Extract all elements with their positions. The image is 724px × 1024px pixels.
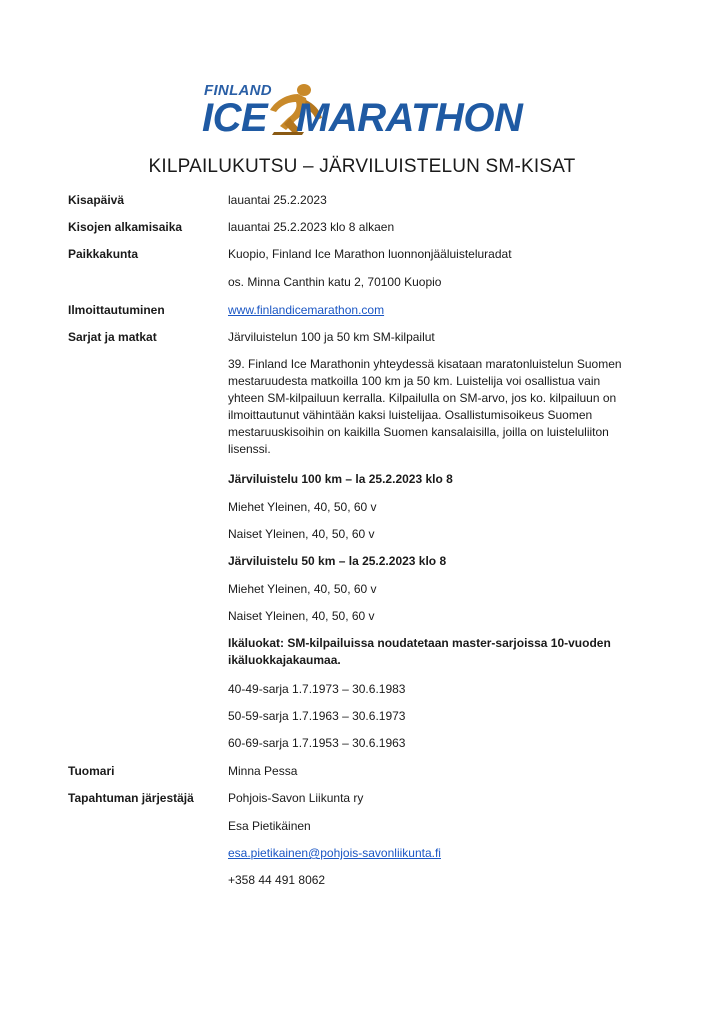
race-100-women: Naiset Yleinen, 40, 50, 60 v <box>228 527 375 541</box>
age-classes-heading: Ikäluokat: SM-kilpailuissa noudatetaan master-sarjoissa 10-vuoden ikäluokkajakaumaa. <box>228 636 611 667</box>
judge-value: Minna Pessa <box>228 764 298 778</box>
series-value: Järviluistelun 100 ja 50 km SM-kilpailut <box>228 330 435 344</box>
organizer-phone: +358 44 491 8062 <box>228 873 326 887</box>
series-label: Sarjat ja matkat <box>68 330 157 344</box>
age-class-60: 60-69-sarja 1.7.1953 – 30.6.1963 <box>228 736 406 750</box>
race-100-men: Miehet Yleinen, 40, 50, 60 v <box>228 500 377 514</box>
date-label: Kisapäivä <box>68 193 125 207</box>
organizer-email-wrap <box>228 845 668 862</box>
series-paragraph: 39. Finland Ice Marathonin yhteydessä kisataan maratonluistelun Suomen mestaruudesta matkoilla 100 km ja 50 km. Luistelija voi osallistua vain yhteen SM-kilpailuun kerralla. Kilpailulla on SM-arvo, jos ko. kilpailuun on ilmoittautunut vähintään kaksi luistelijaa. Osallistumisoikeus Suomen mestaruuskisoihin on kaikilla Suomen kansalaisilla, joilla on luisteluliiton lisenssi. <box>228 357 622 456</box>
organizer-label: Tapahtuman järjestäjä <box>68 791 194 805</box>
page-title: KILPAILUKUTSU – JÄRVILUISTELUN SM-KISAT <box>148 156 576 177</box>
age-class-50: 50-59-sarja 1.7.1963 – 30.6.1973 <box>228 709 406 723</box>
logo-ice-text: ICE <box>202 96 268 140</box>
organizer-value: Pohjois-Savon Liikunta ry <box>228 791 364 805</box>
race-100-heading: Järviluistelu 100 km – la 25.2.2023 klo 8 <box>228 472 453 486</box>
race-50-heading: Järviluistelu 50 km – la 25.2.2023 klo 8 <box>228 554 447 568</box>
place-label: Paikkakunta <box>68 247 139 261</box>
register-label: Ilmoittautuminen <box>68 303 165 317</box>
logo-finland-text: FINLAND <box>204 82 272 99</box>
date-value: lauantai 25.2.2023 <box>228 193 327 207</box>
logo-marathon-text: MARATHON <box>296 96 523 140</box>
register-link[interactable]: www.finlandicemarathon.com <box>228 303 385 317</box>
finland-ice-marathon-logo <box>198 78 528 142</box>
register-link-wrap <box>228 302 668 319</box>
race-50-women: Naiset Yleinen, 40, 50, 60 v <box>228 609 375 623</box>
race-50-men: Miehet Yleinen, 40, 50, 60 v <box>228 582 377 596</box>
start-label: Kisojen alkamisaika <box>68 220 183 234</box>
place-value: Kuopio, Finland Ice Marathon luonnonjääluisteluradat <box>228 247 512 261</box>
age-class-40: 40-49-sarja 1.7.1973 – 30.6.1983 <box>228 682 406 696</box>
place-address: os. Minna Canthin katu 2, 70100 Kuopio <box>228 275 442 289</box>
judge-label: Tuomari <box>68 764 115 778</box>
organizer-email-link[interactable]: esa.pietikainen@pohjois-savonliikunta.fi <box>228 846 441 860</box>
organizer-contact: Esa Pietikäinen <box>228 819 311 833</box>
start-value: lauantai 25.2.2023 klo 8 alkaen <box>228 220 395 234</box>
